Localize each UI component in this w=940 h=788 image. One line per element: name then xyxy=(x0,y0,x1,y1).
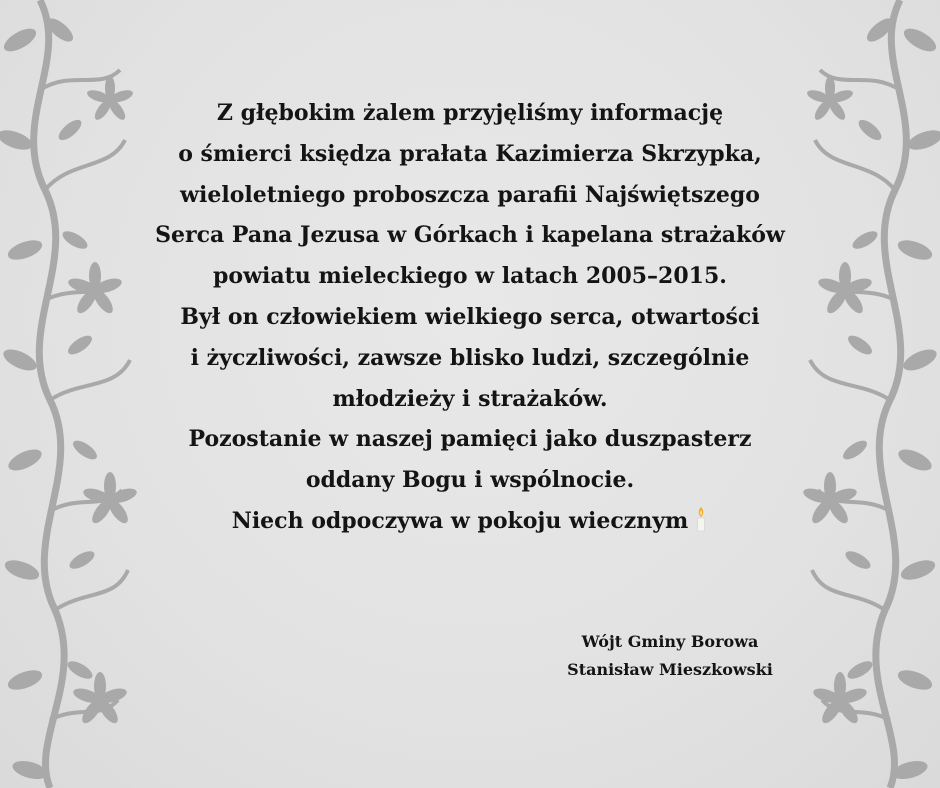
message-line: i życzliwości, zawsze blisko ludzi, szczególnie xyxy=(190,344,750,371)
message-line: powiatu mieleckiego w latach 2005–2015. xyxy=(213,263,727,290)
condolence-message xyxy=(110,93,830,542)
message-line-final xyxy=(110,501,830,542)
message-line: Pozostanie w naszej pamięci jako duszpasterz xyxy=(188,426,752,453)
signature-block xyxy=(520,628,820,684)
signature-name: Stanisław Mieszkowski xyxy=(567,660,773,679)
message-line: Niech odpoczywa w pokoju wiecznym xyxy=(231,507,689,534)
message-line: Był on człowiekiem wielkiego serca, otwartości xyxy=(180,303,760,330)
message-line: młodzieży i strażaków. xyxy=(332,385,608,412)
message-line: Z głębokim żalem przyjęliśmy informację xyxy=(216,100,724,126)
signature-title: Wójt Gminy Borowa xyxy=(581,632,759,651)
message-line: wieloletniego proboszcza parafii Najświętszego xyxy=(180,181,760,208)
message-line: Serca Pana Jezusa w Górkach i kapelana strażaków xyxy=(155,222,785,249)
candle-icon xyxy=(694,506,708,532)
message-line: oddany Bogu i wspólnocie. xyxy=(305,467,635,494)
message-line: o śmierci księdza prałata Kazimierza Skrzypka, xyxy=(178,140,762,167)
